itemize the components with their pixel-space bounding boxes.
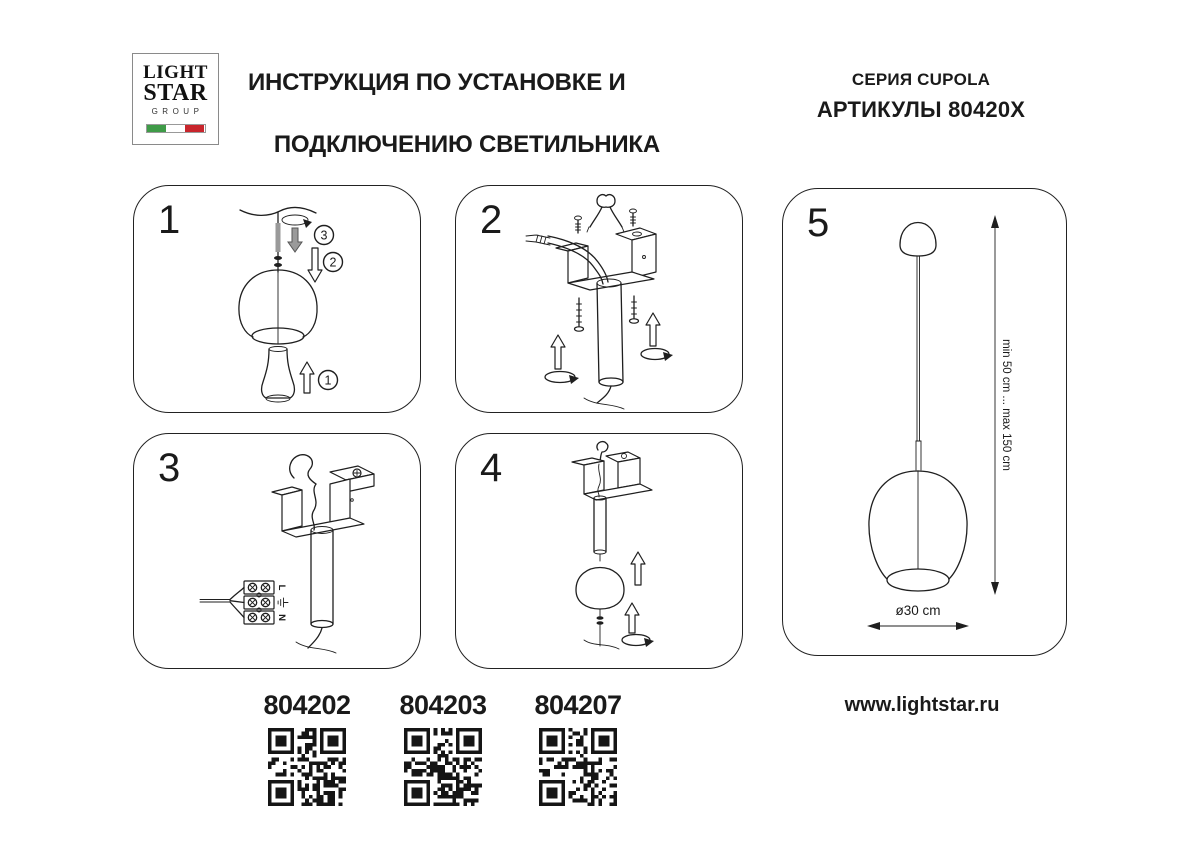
rotation-arrow-left xyxy=(545,372,579,385)
article-code: 804202 xyxy=(263,690,351,720)
cord-connector xyxy=(584,609,619,649)
qr-code xyxy=(404,728,482,806)
cord-connector xyxy=(274,256,282,260)
article-item-1 xyxy=(257,690,357,811)
screw-mid-left xyxy=(575,298,584,331)
up-arrow-step1 xyxy=(300,362,314,393)
logo-word-group: GROUP xyxy=(151,107,204,116)
step-3-panel xyxy=(133,433,421,669)
suspension-tube xyxy=(584,279,624,409)
step-2-diagram xyxy=(456,186,744,414)
rotation-arrow xyxy=(622,635,654,648)
wire-through-bracket xyxy=(312,484,316,530)
canopy-dome xyxy=(900,223,936,257)
rotation-arrow xyxy=(282,215,312,228)
terminal-block xyxy=(244,581,274,624)
up-arrow-left xyxy=(551,335,565,369)
screw-top-left xyxy=(575,216,582,233)
callout-2 xyxy=(324,253,343,272)
step-3-diagram xyxy=(134,434,422,670)
step-1-diagram xyxy=(134,186,422,414)
article-item-2 xyxy=(393,690,493,811)
screw-mid-right xyxy=(630,296,639,323)
logo-word-star: STAR xyxy=(143,80,208,106)
flag-green xyxy=(147,125,166,132)
step-5-panel xyxy=(782,188,1067,656)
title-line-1: ИНСТРУКЦИЯ ПО УСТАНОВКЕ И xyxy=(248,69,626,96)
glass-diffuser xyxy=(262,347,295,403)
ceiling-hook xyxy=(587,195,624,232)
series-block xyxy=(792,70,1050,123)
step-4-number: 4 xyxy=(480,446,503,490)
page-title xyxy=(248,67,660,160)
articles-label: АРТИКУЛЫ 80420X xyxy=(816,97,1026,122)
down-arrow-gray xyxy=(288,228,302,252)
step-5-diagram xyxy=(783,189,1068,657)
canopy-dome xyxy=(576,568,624,610)
callout-3 xyxy=(315,226,334,245)
down-arrow-step2 xyxy=(308,248,322,282)
step-4-panel xyxy=(455,433,743,669)
qr-code xyxy=(268,728,346,806)
lightstar-logo xyxy=(132,53,219,145)
supply-wires xyxy=(200,588,244,618)
height-dimension-arrow xyxy=(991,215,999,595)
flag-red xyxy=(185,125,204,132)
screw-top-right xyxy=(630,209,637,226)
ceiling-hook xyxy=(290,455,316,484)
logo-word-light: LIGHT xyxy=(143,62,208,83)
step-1-panel xyxy=(133,185,421,413)
article-code: 804207 xyxy=(534,690,622,720)
step-2-panel xyxy=(455,185,743,413)
earth-ground-symbol xyxy=(278,598,288,607)
lamp-shade xyxy=(239,270,317,344)
up-arrow-right xyxy=(646,313,660,346)
pendant-cord xyxy=(916,256,921,470)
up-arrow-top xyxy=(631,552,645,585)
diameter-label: ø30 cm xyxy=(895,603,941,618)
mounting-bracket xyxy=(556,228,656,290)
article-item-3 xyxy=(528,690,628,811)
title-line-2: ПОДКЛЮЧЕНИЮ СВЕТИЛЬНИКА xyxy=(273,131,661,158)
height-range-label: min 50 cm ... max 150 cm xyxy=(1000,339,1012,471)
step-5-number: 5 xyxy=(807,201,830,245)
step-1-number: 1 xyxy=(158,198,181,242)
power-cable xyxy=(526,235,608,284)
lamp-shade xyxy=(869,471,967,591)
qr-code xyxy=(539,728,617,806)
step-2-number: 2 xyxy=(480,198,503,242)
svg-text:1: 1 xyxy=(324,373,332,388)
diameter-dimension-arrow xyxy=(867,622,969,630)
up-arrow-bottom xyxy=(625,603,639,633)
callout-1 xyxy=(319,371,338,390)
svg-text:2: 2 xyxy=(329,255,337,270)
rotation-arrow-right xyxy=(641,349,673,362)
series-label: СЕРИЯ CUPOLA xyxy=(851,70,991,89)
suspension-tube xyxy=(296,527,336,654)
article-code: 804203 xyxy=(399,690,487,720)
cable-cut-line xyxy=(584,398,624,409)
flag-white xyxy=(166,125,185,132)
terminal-label-neutral: N xyxy=(276,614,287,621)
svg-text:3: 3 xyxy=(320,228,328,243)
step-4-diagram xyxy=(456,434,744,670)
terminal-label-line: L xyxy=(276,584,287,591)
website-url: www.lightstar.ru xyxy=(844,694,1000,716)
cable-cut-line xyxy=(296,642,336,653)
cord-cut-line xyxy=(584,640,619,649)
step-3-number: 3 xyxy=(158,446,181,490)
suspension-tube xyxy=(594,496,606,554)
mounting-bracket xyxy=(572,452,652,500)
italian-flag-bar xyxy=(146,124,206,133)
